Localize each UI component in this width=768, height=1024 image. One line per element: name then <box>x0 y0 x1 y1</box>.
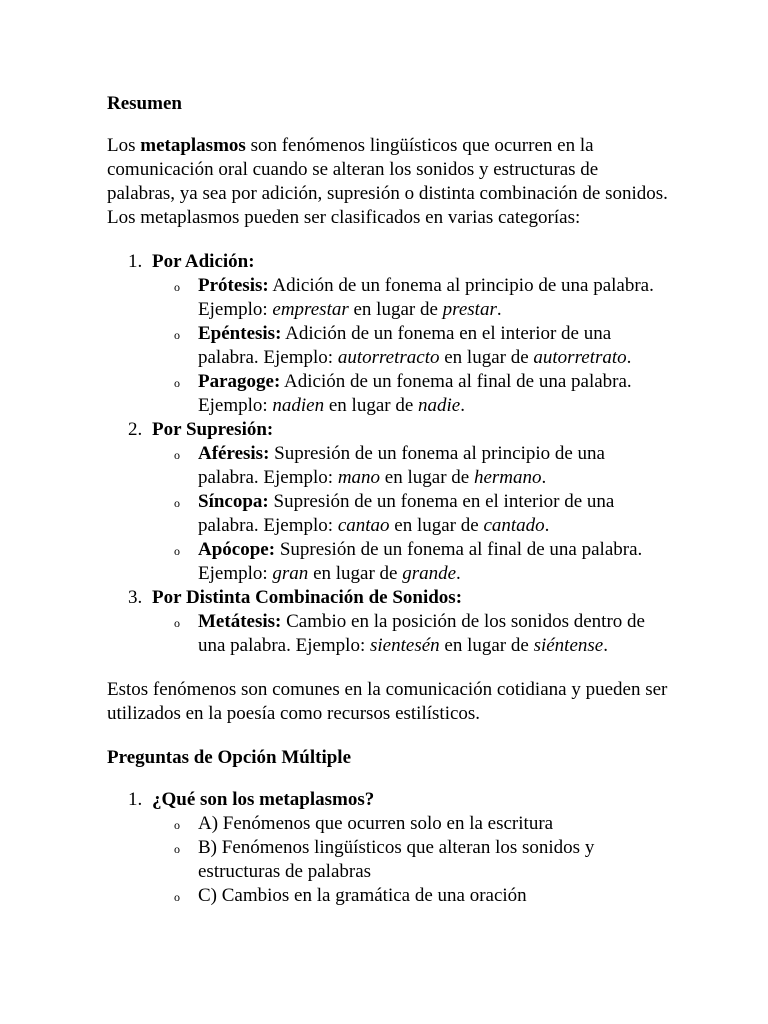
list-item <box>152 322 668 370</box>
bullet-icon: o <box>174 616 180 630</box>
original-word: nadie <box>418 395 461 416</box>
bullet-icon: o <box>174 448 180 462</box>
item-end: . <box>626 347 632 368</box>
term-description: Supresión de un fonema en el interior de una palabra. Ejemplo: <box>198 491 615 536</box>
category-list <box>107 250 668 658</box>
item-end: . <box>544 515 550 536</box>
question-number: 1. <box>128 789 143 810</box>
example-word: sientesén <box>370 635 440 656</box>
term-description: Adición de un fonema al final de una palabra. Ejemplo: <box>198 371 632 416</box>
term-description: Cambio en la posición de los sonidos dentro de una palabra. Ejemplo: <box>198 611 645 656</box>
original-word: grande <box>402 563 457 584</box>
list-item <box>152 370 668 418</box>
original-word: cantado <box>483 515 545 536</box>
example-word: gran <box>272 563 309 584</box>
list-item <box>152 610 668 658</box>
item-end: . <box>460 395 465 416</box>
item-end: . <box>603 635 608 656</box>
question-list <box>107 788 668 908</box>
list-item <box>152 442 668 490</box>
term-label: Apócope: <box>198 539 276 560</box>
list-item <box>152 274 668 322</box>
original-word: hermano <box>473 467 542 488</box>
quiz-heading: Preguntas de Opción Múltiple <box>107 747 352 768</box>
intro-prefix: Los <box>107 135 141 156</box>
summary-heading: Resumen <box>107 93 182 114</box>
category-subitems <box>152 610 668 658</box>
category-title: Por Distinta Combinación de Sonidos: <box>152 587 463 608</box>
answer-options <box>152 812 668 908</box>
original-word: autorretrato <box>533 347 627 368</box>
item-end: . <box>456 563 461 584</box>
answer-option <box>152 884 668 908</box>
closing-paragraph: Estos fenómenos son comunes en la comunicación cotidiana y pueden ser utilizados en la poesía como recursos estilísticos. <box>107 679 668 724</box>
term-label: Prótesis: <box>198 275 269 296</box>
term-description: Adición de un fonema al principio de una palabra. Ejemplo: <box>198 275 654 320</box>
answer-option <box>152 836 668 884</box>
term-description: Supresión de un fonema al final de una palabra. Ejemplo: <box>198 539 643 584</box>
example-connector: en lugar de <box>348 299 443 320</box>
example-word: emprestar <box>272 299 349 320</box>
category-item <box>107 250 668 418</box>
intro-suffix: son fenómenos lingüísticos que ocurren en la comunicación oral cuando se alteran los sonidos y estructuras de palabras, ya sea por adición, supresión o distinta combinación de sonidos. Los metaplasmos pueden ser clasificados en varias categorías: <box>107 135 668 228</box>
bullet-icon: o <box>174 818 180 832</box>
list-item <box>152 490 668 538</box>
bullet-icon: o <box>174 544 180 558</box>
term-description: Supresión de un fonema al principio de una palabra. Ejemplo: <box>198 443 605 488</box>
term-label: Aféresis: <box>198 443 270 464</box>
intro-paragraph <box>107 134 668 230</box>
term-description: Adición de un fonema en el interior de una palabra. Ejemplo: <box>198 323 612 368</box>
term-label: Paragoge: <box>198 371 281 392</box>
question-text: ¿Qué son los metaplasmos? <box>152 789 375 810</box>
item-end: . <box>496 299 502 320</box>
bullet-icon: o <box>174 496 180 510</box>
example-connector: en lugar de <box>308 563 403 584</box>
category-number: 3. <box>128 587 143 608</box>
example-word: cantao <box>337 515 390 536</box>
bullet-icon: o <box>174 376 180 390</box>
bullet-icon: o <box>174 842 180 856</box>
term-label: Síncopa: <box>198 491 269 512</box>
list-item <box>152 538 668 586</box>
example-connector: en lugar de <box>439 635 534 656</box>
question-item <box>107 788 668 908</box>
bullet-icon: o <box>174 890 180 904</box>
example-connector: en lugar de <box>439 347 534 368</box>
example-connector: en lugar de <box>324 395 419 416</box>
example-word: autorretracto <box>337 347 440 368</box>
answer-option <box>152 812 668 836</box>
original-word: prestar <box>442 299 497 320</box>
category-number: 1. <box>128 251 143 272</box>
example-connector: en lugar de <box>389 515 484 536</box>
original-word: siéntense <box>533 635 604 656</box>
category-title: Por Supresión: <box>152 419 274 440</box>
item-end: . <box>541 467 547 488</box>
category-number: 2. <box>128 419 143 440</box>
example-connector: en lugar de <box>380 467 474 488</box>
option-text: B) Fenómenos lingüísticos que alteran los sonidos y estructuras de palabras <box>198 837 595 882</box>
category-item <box>107 418 668 586</box>
category-item <box>107 586 668 658</box>
option-text: C) Cambios en la gramática de una oración <box>198 885 527 906</box>
category-subitems <box>152 274 668 418</box>
bullet-icon: o <box>174 280 180 294</box>
example-word: mano <box>337 467 381 488</box>
example-word: nadien <box>272 395 325 416</box>
category-subitems <box>152 442 668 586</box>
intro-bold-term: metaplasmos <box>140 135 246 156</box>
term-label: Epéntesis: <box>198 323 282 344</box>
category-title: Por Adición: <box>152 251 255 272</box>
bullet-icon: o <box>174 328 180 342</box>
option-text: A) Fenómenos que ocurren solo en la escritura <box>198 813 554 834</box>
term-label: Metátesis: <box>198 611 282 632</box>
